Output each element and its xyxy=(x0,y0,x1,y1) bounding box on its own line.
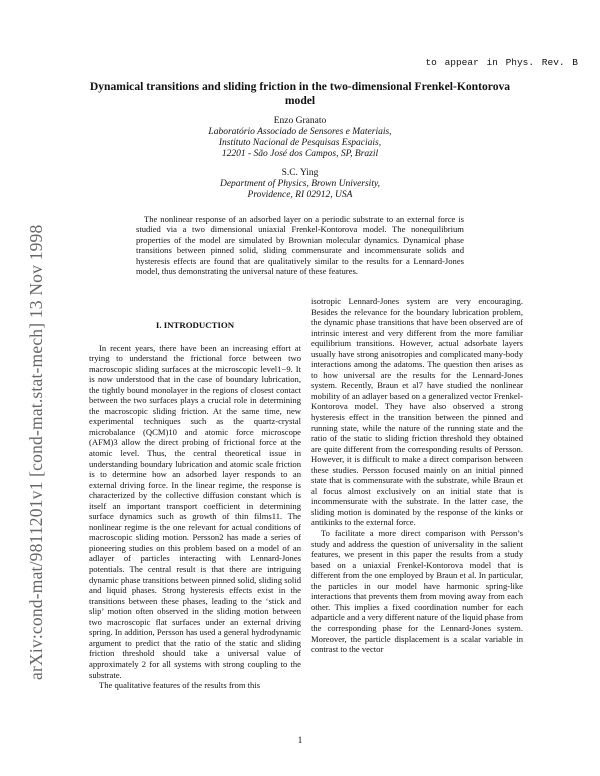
author-affiliation-line: Laboratório Associado de Sensores e Materiais, xyxy=(208,127,392,137)
page-number: 1 xyxy=(297,736,303,746)
body-paragraph: isotropic Lennard-Jones system are very encouraging. Besides the relevance for the boundary lubrication problem, the dynamic phase transitions that have been observed are of intrinsic interest and very different from the more familiar equilibrium transitions. However, actual adsorbate layers usually have strong anisotropies and complicated many-body interactions among the adatoms. The question then arises as to how universal are the results for the Lennard-Jones system. Recently, Braun et al7 have studied the nonlinear mobility of an adlayer based on a generalized vector Frenkel-Kontorova model. They have also observed a strong hysteresis effect in the transition between the pinned and running state, while the nature of the running state and the ratio of the static to sliding friction threshold they obtained are quite different from the corresponding results of Persson. However, it is difficult to make a direct comparison between these studies. Persson focused mainly on an initial pinned state that is commensurate with the substrate, while Braun et al focus almost exclusively on an initial state that is incommensurate with the substrate. In the latter case, the sliding motion is dominated by the response of the kinks or antikinks to the external force. xyxy=(311,296,523,528)
author-affiliation-line: Department of Physics, Brown University, xyxy=(219,179,381,189)
arxiv-id: arXiv:cond-mat/9811201v1 [cond-mat.stat-mech] 13 Nov 1998 xyxy=(26,224,46,680)
body-paragraph: The qualitative features of the results from this xyxy=(99,680,261,691)
journal-note: to appear in Phys. Rev. B xyxy=(425,57,578,68)
body-paragraph: In recent years, there have been an increasing effort at trying to understand the frictional force between two macroscopic sliding surfaces at the microscopic level1−9. It is now understood that in the case of boundary lubrication, the tightly bound monolayer in the regions of closest contact between the two surfaces plays a crucial role in determining the macroscopic sliding friction. At the same time, new experimental techniques such as the quartz-crystal microbalance (QCM)10 and atomic force microscope (AFM)3 allow the direct probing of frictional force at the atomic level. Thus, the central theoretical issue in understanding boundary lubrication and atomic scale friction is to determine how an adsorbed layer responds to an external driving force. In the linear regime, the response is characterized by the collective diffusion constant which is itself an important transport coefficient in determining surface dynamics such as growth of thin films11. The nonlinear regime is the one relevant for actual conditions of macroscopic sliding motion. Persson2 has made a series of pioneering studies on this problem based on a model of an adlayer of particles interacting with Lennard-Jones potentials. The central result is that there are intriguing dynamic phase transitions between pinned solid, sliding solid and liquid phases. Strong hysteresis effects exist in the transitions between these phases, leading to the ‘stick and slip’ motion often observed in the sliding motion between two macroscopic flat surfaces under an external driving spring. In addition, Persson has used a general hydrodynamic argument to predict that the ratio of the static and sliding friction threshold should take a universal value of approximately 2 for all systems with strong coupling to the substrate. xyxy=(89,342,301,680)
body-paragraph: To facilitate a more direct comparison with Persson’s study and address the question of universality in the salient features, we present in this paper the results from a study based on a uniaxial Frenkel-Kontorova model that is different from the one employed by Braun et al. In particular, the particles in our model have harmonic spring-like interactions that prevents them from moving away from each other. This implies a fixed coordination number for each adparticle and a very different nature of the liquid phase from the corresponding phase for the Lennard-Jones system. Moreover, the particle displacement is a scalar variable in contrast to the vector xyxy=(311,528,523,655)
author-name: Enzo Granato xyxy=(273,116,327,126)
author-block-2 xyxy=(100,168,500,201)
author-block-1 xyxy=(100,116,500,160)
section-heading: I. INTRODUCTION xyxy=(155,320,235,330)
author-name: S.C. Ying xyxy=(281,168,319,178)
author-affiliation-line: Instituto Nacional de Pesquisas Espaciais, xyxy=(218,138,382,148)
left-column xyxy=(89,296,301,691)
author-affiliation-line: Providence, RI 02912, USA xyxy=(247,190,353,200)
arxiv-sidebar-stamp xyxy=(14,120,46,680)
abstract: The nonlinear response of an adsorbed layer on a periodic substrate to an external force is studied via a two dimensional uniaxial Frenkel-Kontorova model. The nonequilibrium properties of the model are simulated by Brownian molecular dynamics. Dynamical phase transitions between pinned solid, sliding commensurate and incommensurate solids and hysteresis effects are found that are qualitatively similar to the results for a Lennard-Jones model, thus demonstrating the universal nature of these features. xyxy=(136,214,464,277)
author-affiliation-line: 12201 - São José dos Campos, SP, Brazil xyxy=(221,149,379,159)
right-column xyxy=(311,296,523,655)
paper-title: Dynamical transitions and sliding friction in the two-dimensional Frenkel-Kontorova model xyxy=(89,80,511,107)
